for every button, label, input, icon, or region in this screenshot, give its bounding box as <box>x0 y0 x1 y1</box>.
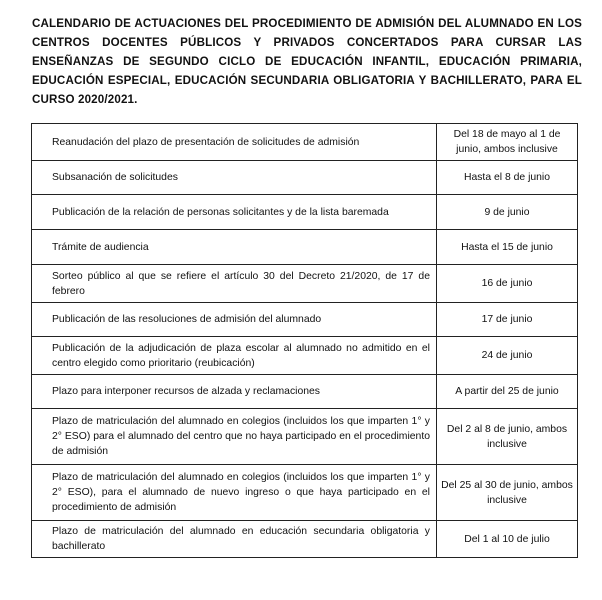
table-row <box>32 124 578 161</box>
activity-cell: Plazo de matriculación del alumnado en educación secundaria obligatoria y bachillerato <box>32 521 437 558</box>
document-title: CALENDARIO DE ACTUACIONES DEL PROCEDIMIENTO DE ADMISIÓN DEL ALUMNADO EN LOS CENTROS DOCENTES PÚBLICOS Y PRIVADOS CONCERTADOS PARA CURSAR LAS ENSEÑANZAS DE SEGUNDO CICLO DE EDUCACIÓN INFANTIL, EDUCACIÓN PRIMARIA, EDUCACIÓN ESPECIAL, EDUCACIÓN SECUNDARIA OBLIGATORIA Y BACHILLERATO, PARA EL CURSO 2020/2021. <box>32 17 582 106</box>
table-row <box>32 230 578 265</box>
activity-cell: Publicación de la adjudicación de plaza escolar al alumnado no admitido en el centro elegido como prioritario (reubicación) <box>32 337 437 375</box>
date-cell: 9 de junio <box>437 195 578 230</box>
date-cell: Del 18 de mayo al 1 de junio, ambos inclusive <box>437 124 578 161</box>
table-row <box>32 465 578 521</box>
activity-cell: Sorteo público al que se refiere el artículo 30 del Decreto 21/2020, de 17 de febrero <box>32 265 437 303</box>
date-cell: 16 de junio <box>437 265 578 303</box>
table-row <box>32 375 578 409</box>
table-row <box>32 521 578 558</box>
activity-cell: Subsanación de solicitudes <box>32 161 437 195</box>
activity-cell: Reanudación del plazo de presentación de solicitudes de admisión <box>32 124 437 161</box>
calendar-table <box>31 123 578 558</box>
date-cell: Del 1 al 10 de julio <box>437 521 578 558</box>
table-row <box>32 303 578 337</box>
activity-cell: Trámite de audiencia <box>32 230 437 265</box>
table-row <box>32 161 578 195</box>
table-row <box>32 265 578 303</box>
activity-cell: Plazo de matriculación del alumnado en colegios (incluidos los que imparten 1° y 2° ESO), para el alumnado de nuevo ingreso o que haya participado en el procedimiento de admisión <box>32 465 437 521</box>
table-row <box>32 195 578 230</box>
date-cell: A partir del 25 de junio <box>437 375 578 409</box>
date-cell: Hasta el 15 de junio <box>437 230 578 265</box>
date-cell: 24 de junio <box>437 337 578 375</box>
date-cell: Hasta el 8 de junio <box>437 161 578 195</box>
activity-cell: Publicación de las resoluciones de admisión del alumnado <box>32 303 437 337</box>
activity-cell: Plazo para interponer recursos de alzada y reclamaciones <box>32 375 437 409</box>
date-cell: Del 25 al 30 de junio, ambos inclusive <box>437 465 578 521</box>
date-cell: Del 2 al 8 de junio, ambos inclusive <box>437 409 578 465</box>
table-row <box>32 409 578 465</box>
activity-cell: Plazo de matriculación del alumnado en colegios (incluidos los que imparten 1° y 2° ESO) para el alumnado del centro que no haya participado en el procedimiento de admisión <box>32 409 437 465</box>
date-cell: 17 de junio <box>437 303 578 337</box>
table-row <box>32 337 578 375</box>
activity-cell: Publicación de la relación de personas solicitantes y de la lista baremada <box>32 195 437 230</box>
